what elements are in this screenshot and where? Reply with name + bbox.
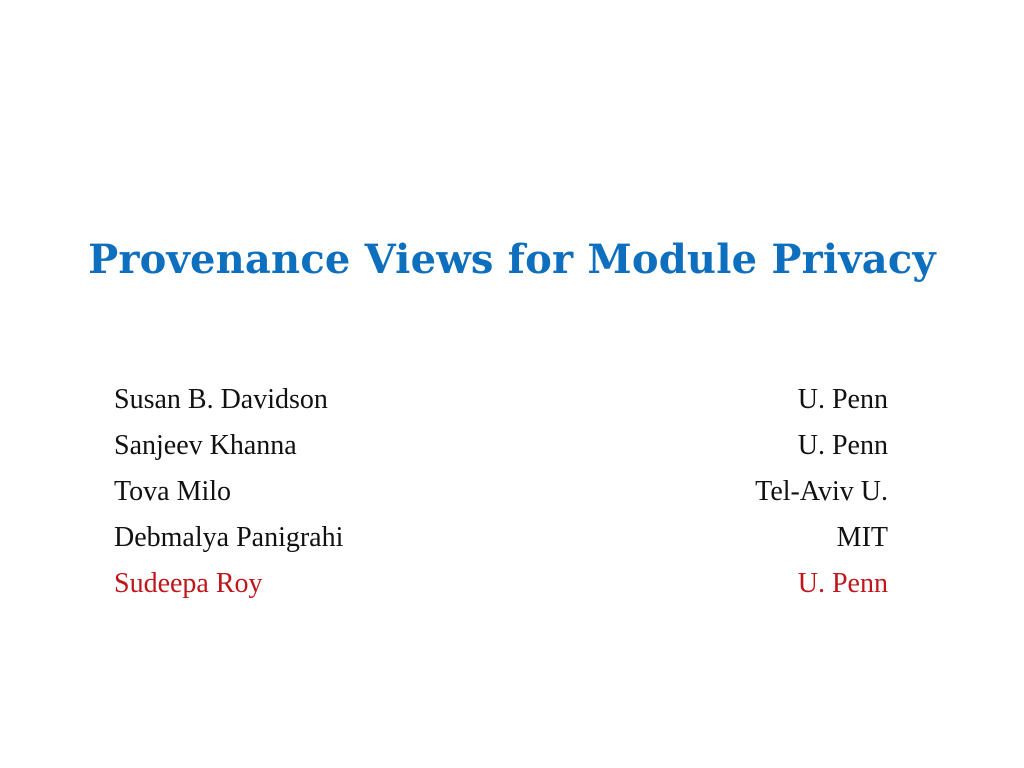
author-affiliation: U. Penn [797,430,888,461]
author-name: Debmalya Panigrahi [114,522,344,553]
author-name: Sudeepa Roy [114,568,263,599]
author-row [114,515,888,561]
author-row [114,469,888,515]
author-list [114,377,888,607]
author-affiliation: U. Penn [797,568,888,599]
slide-title: Provenance Views for Module Privacy [88,236,936,283]
author-affiliation: MIT [836,522,888,553]
author-affiliation: Tel-Aviv U. [755,476,888,507]
author-row [114,377,888,423]
author-row-highlighted [114,561,888,607]
author-name: Susan B. Davidson [114,384,328,415]
author-row [114,423,888,469]
author-affiliation: U. Penn [797,384,888,415]
author-name: Sanjeev Khanna [114,430,297,461]
author-name: Tova Milo [114,476,232,507]
